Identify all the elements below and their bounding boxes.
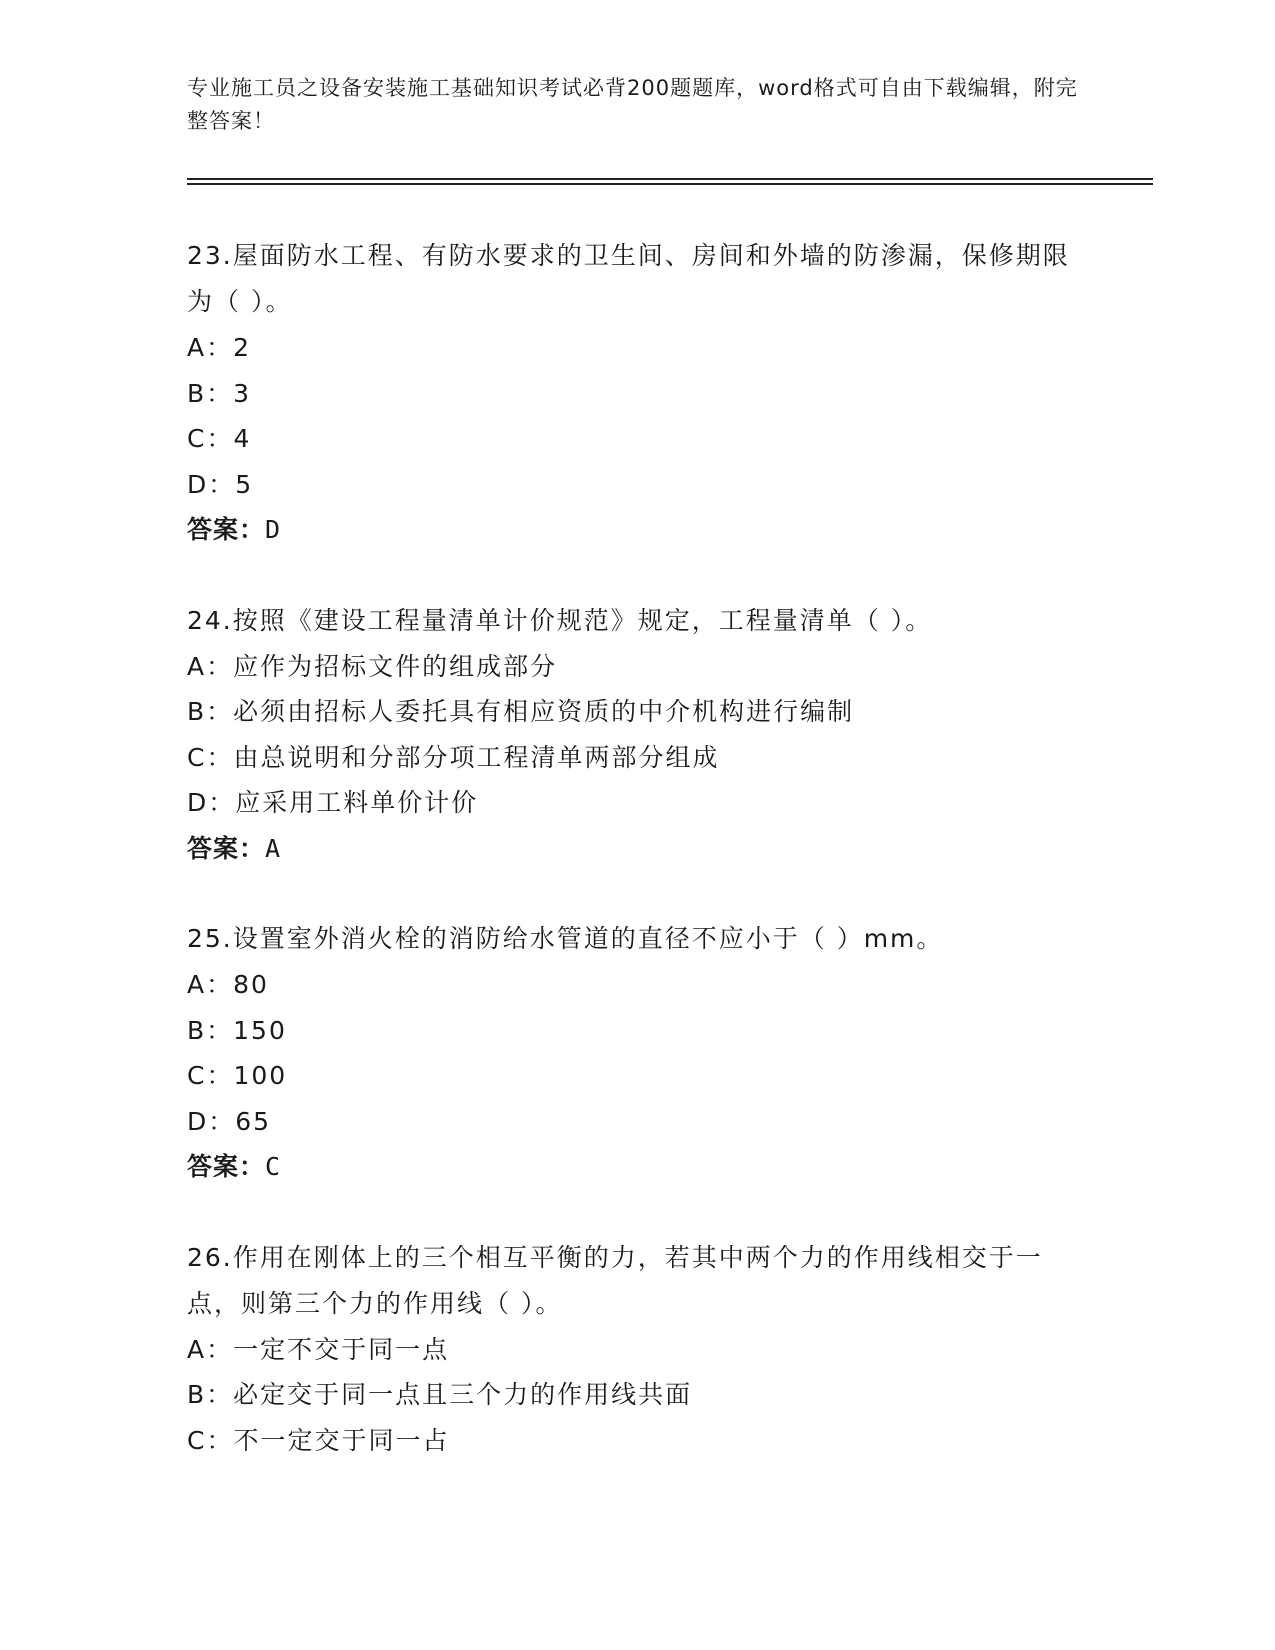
option-a: A：2 [187, 333, 252, 362]
answer-line [187, 1144, 1087, 1190]
question-list [187, 233, 1087, 1508]
option-d: D：65 [187, 1106, 272, 1136]
answer-label: 答案： [187, 833, 266, 863]
option-b: B：必须由招标人委托具有相应资质的中介机构进行编制 [187, 697, 855, 726]
option-b: B：150 [187, 1015, 287, 1045]
answer-label: 答案： [187, 1152, 266, 1181]
answer-value: A [265, 833, 282, 863]
question-stem: 26.作用在刚体上的三个相互平衡的力，若其中两个力的作用线相交于一点，则第三个力的作用线（ ）。 [187, 1242, 1043, 1318]
option-d: D：5 [187, 469, 254, 499]
option-c: C：4 [187, 424, 252, 453]
header-divider-top [187, 178, 1153, 180]
option-b: B：3 [187, 378, 252, 408]
question-stem: 25.设置室外消火栓的消防给水管道的直径不应小于（ ）mm。 [187, 924, 944, 953]
option-a: A：应作为招标文件的组成部分 [187, 651, 558, 681]
answer-line [187, 507, 1087, 553]
option-d: D：应采用工料单价计价 [187, 788, 479, 817]
answer-line [187, 826, 1087, 872]
option-b: B：必定交于同一点且三个力的作用线共面 [187, 1380, 693, 1409]
document-header-title: 专业施工员之设备安装施工基础知识考试必背200题题库，word格式可自由下载编辑，附完整答案！ [187, 76, 1078, 133]
answer-value: C [265, 1152, 282, 1181]
question-24 [187, 598, 1087, 872]
option-c: C：不一定交于同一占 [187, 1425, 450, 1455]
question-26 [187, 1235, 1087, 1464]
option-a: A：80 [187, 970, 269, 999]
answer-label: 答案： [187, 515, 266, 544]
answer-value: D [265, 515, 282, 544]
header-divider-bottom [187, 183, 1153, 185]
question-23 [187, 233, 1087, 553]
option-c: C：100 [187, 1061, 288, 1090]
question-stem: 24.按照《建设工程量清单计价规范》规定，工程量清单（ ）。 [187, 605, 933, 635]
option-a: A：一定不交于同一点 [187, 1334, 450, 1364]
question-stem: 23.屋面防水工程、有防水要求的卫生间、房间和外墙的防渗漏，保修期限为（ ）。 [187, 241, 1070, 316]
question-25 [187, 916, 1087, 1190]
option-c: C：由总说明和分部分项工程清单两部分组成 [187, 742, 720, 772]
